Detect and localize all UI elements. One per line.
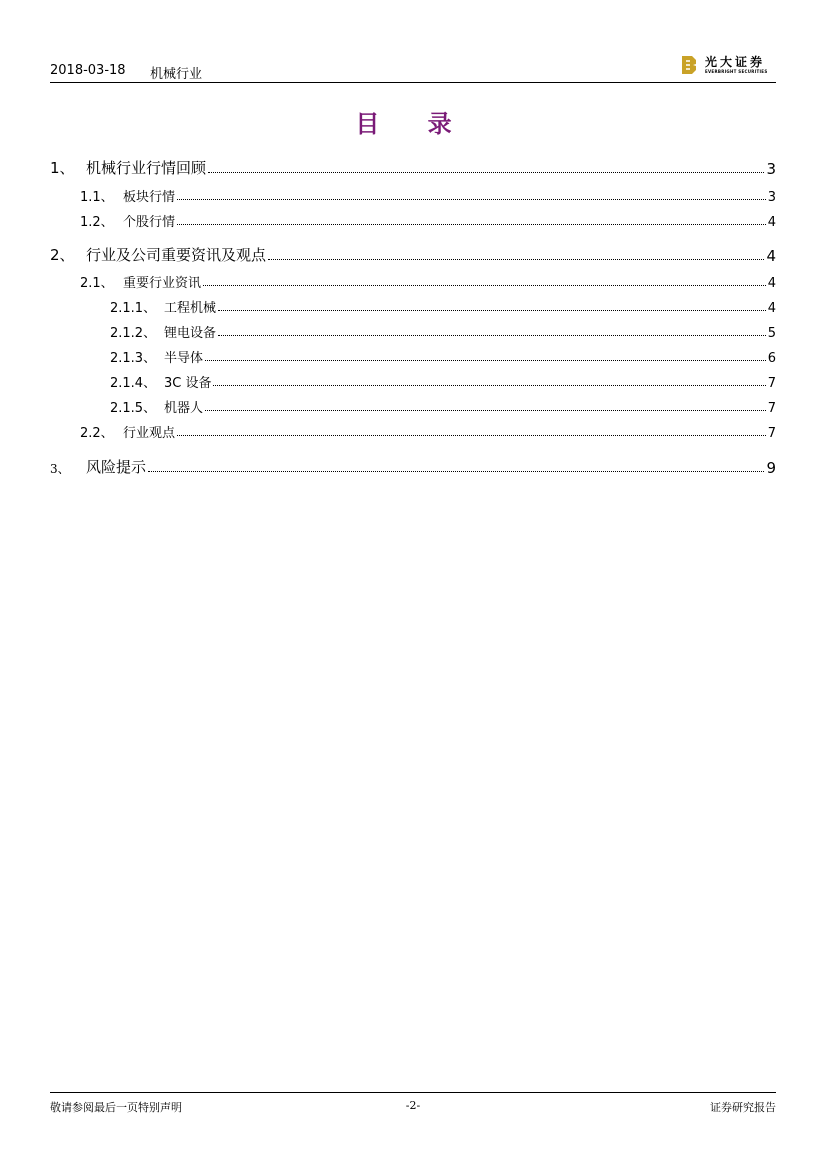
toc-leader-dots	[218, 310, 766, 311]
toc-page-number: 4	[767, 215, 776, 230]
toc-entry[interactable]	[80, 183, 776, 205]
toc-leader-dots	[177, 199, 766, 200]
toc-leader-dots	[205, 360, 766, 361]
page-header	[50, 56, 776, 83]
toc-title: 重要行业资讯	[123, 276, 202, 291]
logo-mark-icon	[681, 55, 697, 75]
toc-leader-dots	[218, 335, 766, 336]
industry-label: 机械行业	[150, 67, 203, 82]
toc-title: 行业及公司重要资讯及观点	[86, 246, 267, 264]
toc-number: 2.1.1、	[110, 301, 157, 316]
toc-title: 风险提示	[86, 458, 147, 476]
toc-page-number: 7	[767, 376, 776, 391]
toc-leader-dots	[148, 471, 764, 472]
toc-title: 机器人	[164, 401, 204, 416]
toc-number: 1.2、	[80, 215, 114, 230]
toc-page-number: 5	[767, 326, 776, 341]
toc-entry[interactable]	[80, 269, 776, 291]
toc-number: 2.1.3、	[110, 351, 157, 366]
toc-leader-dots	[205, 410, 766, 411]
toc-page-number: 9	[766, 459, 776, 477]
toc-entry[interactable]	[110, 294, 776, 316]
toc-entry[interactable]	[50, 156, 776, 178]
toc-number: 2.2、	[80, 426, 114, 441]
toc-title: 半导体	[164, 351, 204, 366]
toc-leader-dots	[177, 224, 766, 225]
toc-page-number: 3	[766, 160, 776, 178]
toc-page-number: 4	[767, 276, 776, 291]
toc-page-number: 7	[767, 401, 776, 416]
toc-entry[interactable]	[110, 394, 776, 416]
toc-page-number: 7	[767, 426, 776, 441]
toc-title: 机械行业行情回顾	[86, 159, 207, 177]
toc-entry[interactable]	[110, 319, 776, 341]
logo-english-text: EVERBRIGHT SECURITIES	[705, 69, 768, 74]
toc-title: 板块行情	[123, 190, 176, 205]
toc-leader-dots	[208, 172, 764, 173]
toc-leader-dots	[177, 435, 766, 436]
toc-number: 2.1.5、	[110, 401, 157, 416]
report-date: 2018-03-18	[50, 63, 126, 78]
toc-page-number: 3	[767, 190, 776, 205]
toc-number: 1.1、	[80, 190, 114, 205]
toc-page-number: 4	[766, 247, 776, 265]
toc-entry[interactable]	[110, 344, 776, 366]
toc-title: 工程机械	[164, 301, 217, 316]
toc-leader-dots	[268, 259, 764, 260]
toc-number: 3、	[50, 462, 70, 476]
toc-number: 2、	[50, 246, 75, 264]
toc-leader-dots	[203, 285, 766, 286]
logo-chinese-text: 光大证券	[705, 55, 766, 69]
page-title: 目 录	[355, 109, 472, 138]
company-logo	[681, 53, 776, 81]
toc-entry[interactable]	[80, 208, 776, 230]
toc-title: 个股行情	[123, 215, 176, 230]
page-footer	[50, 1092, 776, 1123]
page-number: -2-	[405, 1099, 421, 1112]
disclaimer-note: 敬请参阅最后一页特别声明	[50, 1101, 182, 1114]
toc-entry[interactable]	[80, 419, 776, 441]
toc-entry[interactable]	[50, 455, 776, 477]
toc-title: 3C 设备	[164, 376, 212, 391]
toc-leader-dots	[213, 385, 765, 386]
toc-number: 1、	[50, 159, 75, 177]
toc-page-number: 4	[767, 301, 776, 316]
toc-entry[interactable]	[110, 369, 776, 391]
toc-title: 行业观点	[123, 426, 176, 441]
toc-page-number: 6	[767, 351, 776, 366]
toc-entry[interactable]	[50, 243, 776, 265]
report-type: 证券研究报告	[710, 1101, 776, 1114]
toc-number: 2.1.2、	[110, 326, 157, 341]
toc-title: 锂电设备	[164, 326, 217, 341]
toc-number: 2.1、	[80, 276, 114, 291]
toc-number: 2.1.4、	[110, 376, 157, 391]
